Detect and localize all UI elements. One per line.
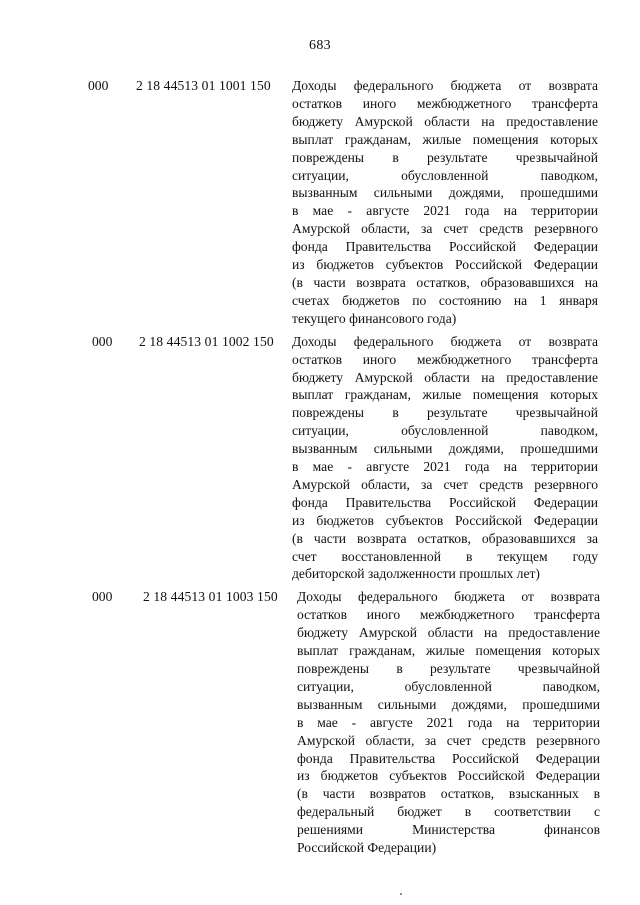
description-line: остатков иного межбюджетного трансферта [292, 351, 598, 367]
description-line: Амурской области, за счет средств резервного [292, 221, 598, 237]
description-line: Амурской области, за счет средств резервного [297, 732, 600, 748]
description-line: вызванным сильными дождями, прошедшими [292, 441, 598, 457]
description-line: счет восстановленной в текущем году [292, 548, 598, 564]
scan-speck [400, 893, 402, 895]
description-line: фонда Правительства Российской Федерации [292, 494, 598, 510]
description-line: повреждены в результате чрезвычайной [292, 405, 598, 421]
description-line: счетах бюджетов по состоянию на 1 января [292, 292, 598, 308]
admin-code: 000 [92, 589, 113, 605]
budget-classification-code: 2 18 44513 01 1002 150 [139, 333, 274, 349]
budget-code-table [0, 72, 640, 857]
description-line: остатков иного межбюджетного трансферта [292, 95, 598, 111]
description-line: федеральный бюджет в соответствии с [297, 804, 600, 820]
description-line: текущего финансового года) [292, 310, 457, 326]
description-line: из бюджетов субъектов Российской Федерации [297, 768, 600, 784]
description-line: Доходы федерального бюджета от возврата [292, 78, 598, 93]
table-row [0, 583, 640, 857]
description-line: повреждены в результате чрезвычайной [297, 661, 600, 676]
description-line: (в части возвратов остатков, взысканных в [297, 786, 600, 802]
income-description [292, 328, 598, 584]
description-line: ситуации, обусловленной паводком, [292, 423, 598, 439]
description-line: бюджету Амурской области на предоставление [292, 113, 598, 129]
description-line: Доходы федерального бюджета от возврата [292, 333, 598, 349]
description-line: дебиторской задолженности прошлых лет) [292, 566, 540, 582]
description-line: (в части возврата остатков, образовавшихся за [292, 530, 598, 546]
description-line: Доходы федерального бюджета от возврата [297, 589, 600, 605]
description-line: из бюджетов субъектов Российской Федерации [292, 257, 598, 273]
description-line: вызванным сильными дождями, прошедшими [292, 185, 598, 201]
description-line: фонда Правительства Российской Федерации [297, 750, 600, 766]
description-line: ситуации, обусловленной паводком, [292, 167, 598, 183]
description-line: в мае - августе 2021 года на территории [292, 459, 598, 475]
page-number: 683 [309, 38, 331, 53]
description-line: выплат гражданам, жилые помещения которых [292, 387, 598, 403]
description-line: повреждены в результате чрезвычайной [292, 149, 598, 165]
description-line: фонда Правительства Российской Федерации [292, 239, 598, 255]
description-line: бюджету Амурской области на предоставление [292, 369, 598, 385]
table-row [0, 72, 640, 328]
description-line: остатков иного межбюджетного трансферта [297, 607, 600, 623]
description-line: вызванным сильными дождями, прошедшими [297, 696, 600, 712]
description-line: выплат гражданам, жилые помещения которых [297, 643, 600, 659]
table-row [0, 328, 640, 584]
description-line: из бюджетов субъектов Российской Федерации [292, 512, 598, 528]
description-line: в мае - августе 2021 года на территории [292, 203, 598, 219]
income-description [292, 72, 598, 328]
description-line: в мае - августе 2021 года на территории [297, 714, 600, 730]
description-line: (в части возврата остатков, образовавшихся на [292, 274, 598, 290]
budget-classification-code: 2 18 44513 01 1003 150 [143, 589, 278, 605]
income-description [297, 583, 600, 857]
admin-code: 000 [92, 333, 113, 349]
budget-classification-code: 2 18 44513 01 1001 150 [136, 78, 271, 93]
description-line: бюджету Амурской области на предоставление [297, 625, 600, 641]
description-line: Амурской области, за счет средств резервного [292, 476, 598, 492]
admin-code: 000 [88, 78, 109, 93]
description-line: ситуации, обусловленной паводком, [297, 678, 600, 694]
description-line: решениями Министерства финансов [297, 822, 600, 838]
description-line: Российской Федерации) [297, 840, 437, 856]
description-line: выплат гражданам, жилые помещения которых [292, 131, 598, 147]
